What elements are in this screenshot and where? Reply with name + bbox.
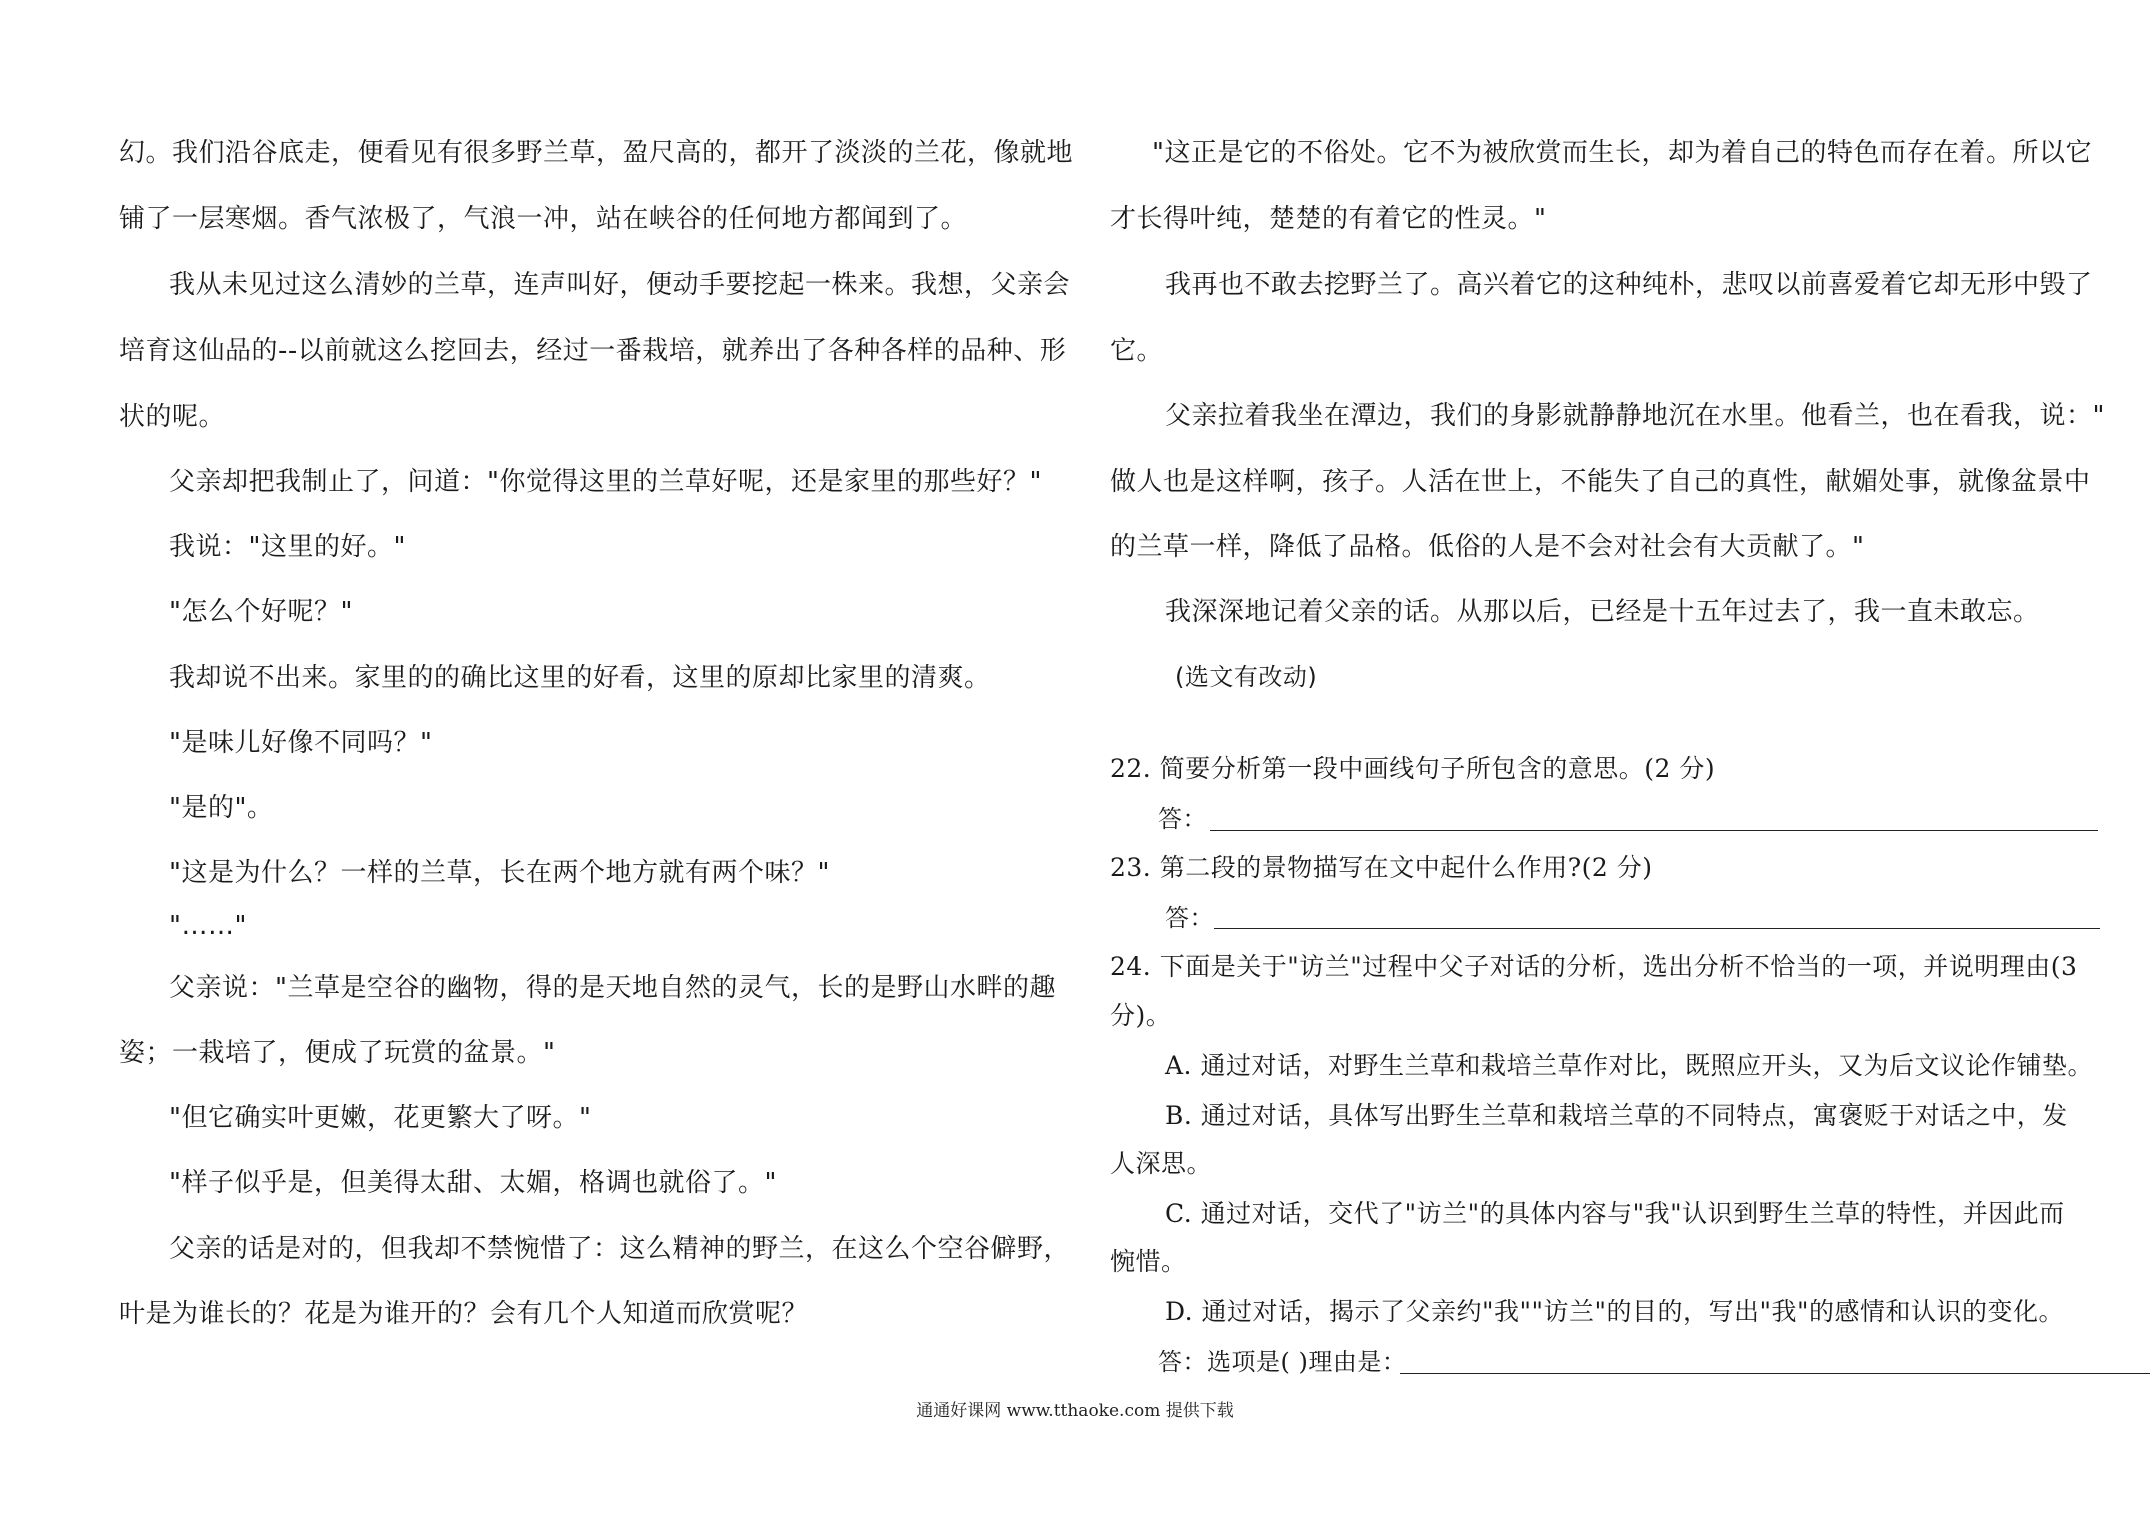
right-line: 我再也不敢去挖野兰了。高兴着它的这种纯朴，悲叹以前喜爱着它却无形中毁了 bbox=[1165, 270, 2093, 300]
final-answer-label: 答：选项是( )理由是： bbox=[1158, 1348, 1407, 1376]
footer-credit: 通通好课网 www.tthaoke.com 提供下载 bbox=[916, 1401, 1234, 1421]
left-line: "怎么个好呢？" bbox=[169, 597, 353, 627]
left-line: "是的"。 bbox=[169, 793, 274, 823]
right-line: 的兰草一样，降低了品格。低俗的人是不会对社会有大贡献了。" bbox=[1110, 532, 1865, 562]
left-line: "……" bbox=[169, 911, 247, 941]
option-c: C. 通过对话，交代了"访兰"的具体内容与"我"认识到野生兰草的特性，并因此而 bbox=[1165, 1199, 2065, 1228]
source-note: (选文有改动) bbox=[1175, 663, 1318, 691]
left-line: 叶是为谁长的？花是为谁开的？会有几个人知道而欣赏呢？ bbox=[119, 1299, 809, 1329]
right-line: 它。 bbox=[1110, 336, 1164, 366]
left-line: "但它确实叶更嫩，花更繁大了呀。" bbox=[169, 1103, 592, 1133]
final-answer-blank[interactable] bbox=[1400, 1373, 2150, 1374]
left-line: 我却说不出来。家里的的确比这里的好看，这里的原却比家里的清爽。 bbox=[169, 663, 991, 693]
left-line: "是味儿好像不同吗？" bbox=[169, 728, 433, 758]
left-line: 我说："这里的好。" bbox=[169, 532, 406, 562]
option-c-cont: 惋惜。 bbox=[1110, 1247, 1187, 1276]
right-line: 才长得叶纯，楚楚的有着它的性灵。" bbox=[1110, 204, 1547, 234]
option-a: A. 通过对话，对野生兰草和栽培兰草作对比，既照应开头，又为后文议论作铺垫。 bbox=[1165, 1051, 2093, 1080]
right-line: "这正是它的不俗处。它不为被欣赏而生长，却为着自己的特色而存在着。所以它 bbox=[1152, 138, 2092, 168]
option-b: B. 通过对话，具体写出野生兰草和栽培兰草的不同特点，寓褒贬于对话之中，发 bbox=[1165, 1101, 2068, 1130]
answer-blank[interactable] bbox=[1214, 928, 2100, 929]
left-line: 父亲却把我制止了，问道："你觉得这里的兰草好呢，还是家里的那些好？" bbox=[169, 467, 1042, 497]
left-line: 培育这仙品的--以前就这么挖回去，经过一番栽培，就养出了各种各样的品种、形 bbox=[119, 336, 1067, 366]
question-22: 22. 简要分析第一段中画线句子所包含的意思。(2 分) bbox=[1110, 754, 1716, 783]
question-24: 24. 下面是关于"访兰"过程中父子对话的分析，选出分析不恰当的一项，并说明理由(3 bbox=[1110, 952, 2078, 981]
left-line: 状的呢。 bbox=[119, 402, 226, 432]
right-line: 我深深地记着父亲的话。从那以后，已经是十五年过去了，我一直未敢忘。 bbox=[1165, 597, 2040, 627]
right-line: 父亲拉着我坐在潭边，我们的身影就静静地沉在水里。他看兰，也在看我，说：" bbox=[1165, 401, 2105, 431]
left-line: 父亲的话是对的，但我却不禁惋惜了：这么精神的野兰，在这么个空谷僻野， bbox=[169, 1234, 1071, 1264]
left-line: 铺了一层寒烟。香气浓极了，气浪一冲，站在峡谷的任何地方都闻到了。 bbox=[119, 204, 968, 234]
left-line: "样子似乎是，但美得太甜、太媚，格调也就俗了。" bbox=[169, 1168, 777, 1198]
option-b-cont: 人深思。 bbox=[1110, 1149, 1213, 1178]
left-line: "这是为什么？一样的兰草，长在两个地方就有两个味？" bbox=[169, 858, 830, 888]
left-line: 父亲说："兰草是空谷的幽物，得的是天地自然的灵气，长的是野山水畔的趣 bbox=[169, 973, 1056, 1003]
question-24-cont: 分)。 bbox=[1110, 1001, 1172, 1030]
option-d: D. 通过对话，揭示了父亲约"我""访兰"的目的，写出"我"的感情和认识的变化。 bbox=[1165, 1297, 2065, 1326]
left-line: 我从未见过这么清妙的兰草，连声叫好，便动手要挖起一株来。我想，父亲会 bbox=[169, 270, 1071, 300]
answer-label: 答： bbox=[1158, 805, 1207, 833]
left-line: 姿；一栽培了，便成了玩赏的盆景。" bbox=[119, 1038, 556, 1068]
question-23: 23. 第二段的景物描写在文中起什么作用?(2 分) bbox=[1110, 853, 1653, 882]
right-line: 做人也是这样啊，孩子。人活在世上，不能失了自己的真性，献媚处事，就像盆景中 bbox=[1110, 467, 2091, 497]
answer-blank[interactable] bbox=[1210, 830, 2098, 831]
left-line: 幻。我们沿谷底走，便看见有很多野兰草，盈尺高的，都开了淡淡的兰花，像就地 bbox=[119, 138, 1074, 168]
answer-label: 答： bbox=[1165, 904, 1214, 932]
